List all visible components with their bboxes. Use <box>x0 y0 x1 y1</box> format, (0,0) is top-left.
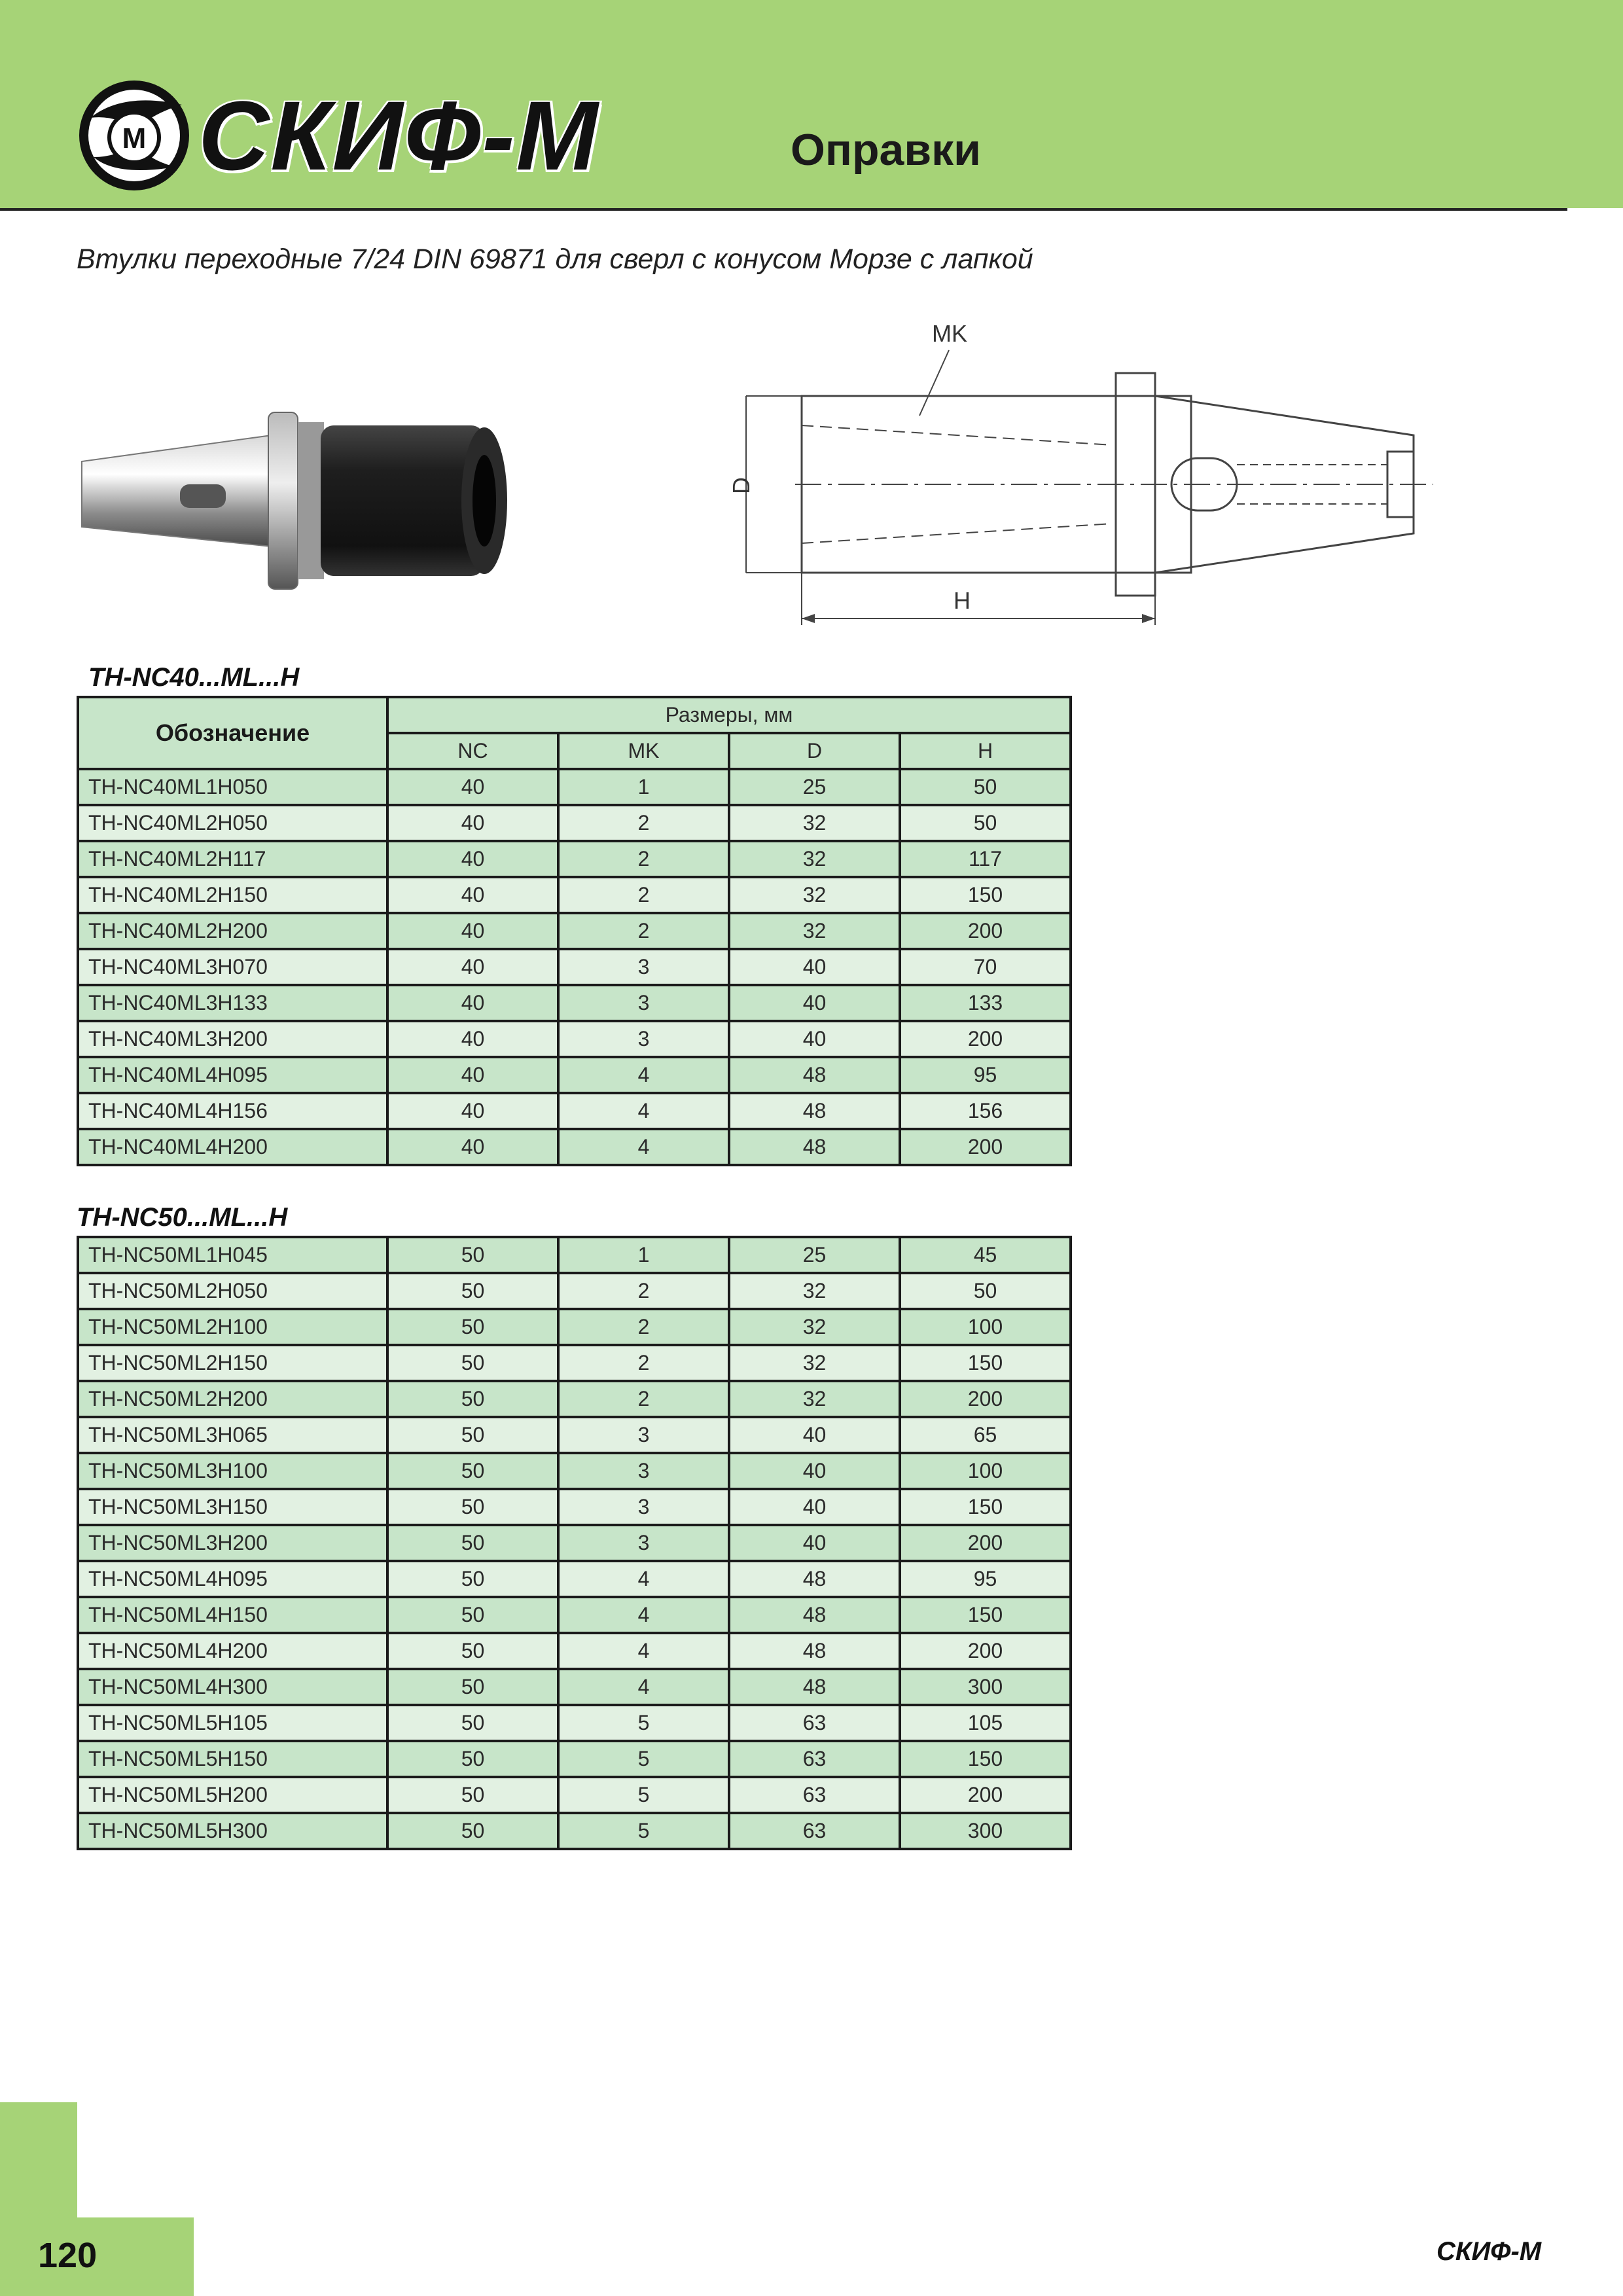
cell-designation: TH-NC40ML4H156 <box>78 1093 387 1129</box>
col-header-h: H <box>900 733 1071 769</box>
spec-table-nc40 <box>77 696 1072 1166</box>
col-header-nc: NC <box>387 733 558 769</box>
cell-designation: TH-NC40ML1H050 <box>78 769 387 805</box>
cell-mk: 3 <box>558 1021 729 1057</box>
cell-d: 63 <box>729 1705 900 1741</box>
table-row <box>78 877 1071 913</box>
cell-designation: TH-NC50ML3H100 <box>78 1453 387 1489</box>
cell-designation: TH-NC40ML3H133 <box>78 985 387 1021</box>
cell-h: 200 <box>900 1777 1071 1813</box>
spec-table-nc50 <box>77 1236 1072 1850</box>
table-row <box>78 1813 1071 1849</box>
cell-d: 48 <box>729 1561 900 1597</box>
cell-designation: TH-NC40ML2H050 <box>78 805 387 841</box>
table-row <box>78 1129 1071 1165</box>
cell-designation: TH-NC40ML3H070 <box>78 949 387 985</box>
table-row <box>78 769 1071 805</box>
cell-nc: 50 <box>387 1381 558 1417</box>
col-header-d: D <box>729 733 900 769</box>
cell-d: 48 <box>729 1669 900 1705</box>
logo-letter: М <box>122 122 147 154</box>
cell-mk: 4 <box>558 1129 729 1165</box>
cell-mk: 2 <box>558 1345 729 1381</box>
cell-nc: 50 <box>387 1741 558 1777</box>
cell-d: 63 <box>729 1813 900 1849</box>
cell-d: 40 <box>729 1489 900 1525</box>
cell-d: 40 <box>729 1021 900 1057</box>
cell-d: 63 <box>729 1777 900 1813</box>
cell-nc: 40 <box>387 949 558 985</box>
cell-h: 156 <box>900 1093 1071 1129</box>
cell-mk: 4 <box>558 1597 729 1633</box>
cell-h: 105 <box>900 1705 1071 1741</box>
cell-nc: 50 <box>387 1273 558 1309</box>
cell-nc: 50 <box>387 1489 558 1525</box>
table-row <box>78 1633 1071 1669</box>
cell-nc: 40 <box>387 1057 558 1093</box>
cell-d: 32 <box>729 877 900 913</box>
cell-nc: 40 <box>387 1129 558 1165</box>
cell-mk: 3 <box>558 1453 729 1489</box>
table-row <box>78 1561 1071 1597</box>
cell-designation: TH-NC50ML2H100 <box>78 1309 387 1345</box>
cell-h: 45 <box>900 1237 1071 1273</box>
cell-nc: 50 <box>387 1345 558 1381</box>
cell-designation: TH-NC50ML2H050 <box>78 1273 387 1309</box>
cell-d: 48 <box>729 1597 900 1633</box>
cell-mk: 3 <box>558 985 729 1021</box>
cell-d: 63 <box>729 1741 900 1777</box>
cell-h: 50 <box>900 769 1071 805</box>
table-row <box>78 1777 1071 1813</box>
table-row <box>78 1741 1071 1777</box>
table-row <box>78 913 1071 949</box>
cell-nc: 50 <box>387 1705 558 1741</box>
cell-mk: 3 <box>558 949 729 985</box>
cell-mk: 2 <box>558 1309 729 1345</box>
cell-nc: 40 <box>387 877 558 913</box>
cell-designation: TH-NC50ML3H150 <box>78 1489 387 1525</box>
cell-d: 40 <box>729 1417 900 1453</box>
header-rule <box>0 208 1567 211</box>
cell-d: 40 <box>729 949 900 985</box>
table-row <box>78 1417 1071 1453</box>
cell-h: 95 <box>900 1057 1071 1093</box>
table-body-nc50 <box>78 1237 1071 1849</box>
table-row <box>78 1237 1071 1273</box>
cell-nc: 40 <box>387 769 558 805</box>
table-row <box>78 1345 1071 1381</box>
cell-h: 300 <box>900 1813 1071 1849</box>
cell-mk: 2 <box>558 1381 729 1417</box>
cell-h: 100 <box>900 1309 1071 1345</box>
brand-logo <box>77 79 601 196</box>
cell-designation: TH-NC50ML2H150 <box>78 1345 387 1381</box>
page-number: 120 <box>38 2236 98 2275</box>
cell-nc: 40 <box>387 985 558 1021</box>
cell-designation: TH-NC50ML5H200 <box>78 1777 387 1813</box>
cell-mk: 2 <box>558 805 729 841</box>
table-row <box>78 1597 1071 1633</box>
cell-nc: 50 <box>387 1813 558 1849</box>
dim-label-mk: MK <box>932 320 967 347</box>
table-row <box>78 1273 1071 1309</box>
cell-h: 117 <box>900 841 1071 877</box>
cell-d: 32 <box>729 805 900 841</box>
cell-h: 95 <box>900 1561 1071 1597</box>
cell-designation: TH-NC40ML2H200 <box>78 913 387 949</box>
col-header-mk: MK <box>558 733 729 769</box>
cell-d: 32 <box>729 1345 900 1381</box>
cell-mk: 3 <box>558 1525 729 1561</box>
cell-designation: TH-NC40ML3H200 <box>78 1021 387 1057</box>
product-photo <box>72 386 543 602</box>
table-row <box>78 805 1071 841</box>
cell-mk: 1 <box>558 1237 729 1273</box>
cell-mk: 3 <box>558 1489 729 1525</box>
cell-h: 50 <box>900 1273 1071 1309</box>
cell-mk: 2 <box>558 841 729 877</box>
cell-d: 32 <box>729 1381 900 1417</box>
cell-mk: 3 <box>558 1417 729 1453</box>
cell-designation: TH-NC50ML5H150 <box>78 1741 387 1777</box>
cell-mk: 2 <box>558 1273 729 1309</box>
cell-h: 150 <box>900 1489 1071 1525</box>
cell-h: 150 <box>900 1345 1071 1381</box>
cell-mk: 2 <box>558 877 729 913</box>
table-row <box>78 841 1071 877</box>
cell-designation: TH-NC50ML4H200 <box>78 1633 387 1669</box>
logo-emblem-icon <box>77 79 192 193</box>
cell-h: 150 <box>900 1741 1071 1777</box>
col-header-designation: Обозначение <box>78 697 387 769</box>
cell-nc: 50 <box>387 1561 558 1597</box>
page-subtitle: Втулки переходные 7/24 DIN 69871 для сверл с конусом Морзе с лапкой <box>77 243 1033 275</box>
cell-designation: TH-NC50ML4H300 <box>78 1669 387 1705</box>
cell-nc: 50 <box>387 1777 558 1813</box>
cell-d: 48 <box>729 1093 900 1129</box>
cell-designation: TH-NC50ML3H200 <box>78 1525 387 1561</box>
cell-nc: 50 <box>387 1669 558 1705</box>
cell-nc: 50 <box>387 1309 558 1345</box>
table-row <box>78 949 1071 985</box>
cell-mk: 2 <box>558 913 729 949</box>
cell-h: 50 <box>900 805 1071 841</box>
cell-mk: 5 <box>558 1813 729 1849</box>
cell-mk: 4 <box>558 1093 729 1129</box>
cell-h: 150 <box>900 1597 1071 1633</box>
table-body-nc40 <box>78 769 1071 1165</box>
cell-mk: 4 <box>558 1561 729 1597</box>
cell-h: 200 <box>900 1129 1071 1165</box>
cell-d: 48 <box>729 1057 900 1093</box>
cell-d: 48 <box>729 1633 900 1669</box>
table-row <box>78 1093 1071 1129</box>
cell-h: 200 <box>900 1381 1071 1417</box>
cell-designation: TH-NC40ML2H150 <box>78 877 387 913</box>
cell-h: 133 <box>900 985 1071 1021</box>
table-row <box>78 1309 1071 1345</box>
section-title: Оправки <box>791 125 981 175</box>
cell-h: 200 <box>900 1633 1071 1669</box>
table-row <box>78 1489 1071 1525</box>
cell-nc: 50 <box>387 1453 558 1489</box>
cell-h: 200 <box>900 1525 1071 1561</box>
cell-d: 40 <box>729 985 900 1021</box>
cell-d: 32 <box>729 841 900 877</box>
cell-designation: TH-NC40ML4H095 <box>78 1057 387 1093</box>
cell-nc: 40 <box>387 913 558 949</box>
cell-designation: TH-NC50ML4H095 <box>78 1561 387 1597</box>
cell-mk: 1 <box>558 769 729 805</box>
brand-name: СКИФ-М <box>198 81 599 190</box>
cell-nc: 50 <box>387 1633 558 1669</box>
cell-mk: 5 <box>558 1777 729 1813</box>
cell-mk: 4 <box>558 1669 729 1705</box>
cell-h: 100 <box>900 1453 1071 1489</box>
series-label-nc40: TH-NC40...ML...H <box>88 663 300 692</box>
table-row <box>78 1453 1071 1489</box>
cell-d: 32 <box>729 1309 900 1345</box>
footer-brand: СКИФ-М <box>1436 2237 1542 2266</box>
cell-d: 40 <box>729 1525 900 1561</box>
cell-d: 25 <box>729 1237 900 1273</box>
cell-h: 200 <box>900 913 1071 949</box>
cell-mk: 4 <box>558 1057 729 1093</box>
cell-designation: TH-NC50ML5H105 <box>78 1705 387 1741</box>
series-label-nc50: TH-NC50...ML...H <box>77 1203 288 1232</box>
cell-nc: 40 <box>387 1093 558 1129</box>
cell-d: 32 <box>729 913 900 949</box>
cell-nc: 50 <box>387 1525 558 1561</box>
dim-label-h: H <box>954 587 971 614</box>
cell-nc: 40 <box>387 1021 558 1057</box>
cell-d: 40 <box>729 1453 900 1489</box>
cell-h: 70 <box>900 949 1071 985</box>
cell-nc: 40 <box>387 805 558 841</box>
cell-designation: TH-NC50ML5H300 <box>78 1813 387 1849</box>
cell-mk: 4 <box>558 1633 729 1669</box>
cell-mk: 5 <box>558 1741 729 1777</box>
cell-d: 48 <box>729 1129 900 1165</box>
cell-nc: 50 <box>387 1237 558 1273</box>
table-row <box>78 1705 1071 1741</box>
technical-drawing <box>728 320 1453 648</box>
cell-designation: TH-NC40ML2H117 <box>78 841 387 877</box>
cell-h: 300 <box>900 1669 1071 1705</box>
table-row <box>78 985 1071 1021</box>
table-row <box>78 1381 1071 1417</box>
cell-designation: TH-NC50ML2H200 <box>78 1381 387 1417</box>
cell-nc: 40 <box>387 841 558 877</box>
table-row <box>78 1057 1071 1093</box>
cell-mk: 5 <box>558 1705 729 1741</box>
cell-designation: TH-NC40ML4H200 <box>78 1129 387 1165</box>
cell-h: 65 <box>900 1417 1071 1453</box>
table-row <box>78 1021 1071 1057</box>
cell-designation: TH-NC50ML4H150 <box>78 1597 387 1633</box>
cell-nc: 50 <box>387 1417 558 1453</box>
table-row <box>78 1669 1071 1705</box>
cell-d: 25 <box>729 769 900 805</box>
cell-h: 200 <box>900 1021 1071 1057</box>
table-row <box>78 1525 1071 1561</box>
col-header-dimensions: Размеры, мм <box>387 697 1071 733</box>
cell-designation: TH-NC50ML1H045 <box>78 1237 387 1273</box>
cell-d: 32 <box>729 1273 900 1309</box>
cell-h: 150 <box>900 877 1071 913</box>
cell-designation: TH-NC50ML3H065 <box>78 1417 387 1453</box>
dim-label-d: D <box>728 477 755 494</box>
cell-nc: 50 <box>387 1597 558 1633</box>
